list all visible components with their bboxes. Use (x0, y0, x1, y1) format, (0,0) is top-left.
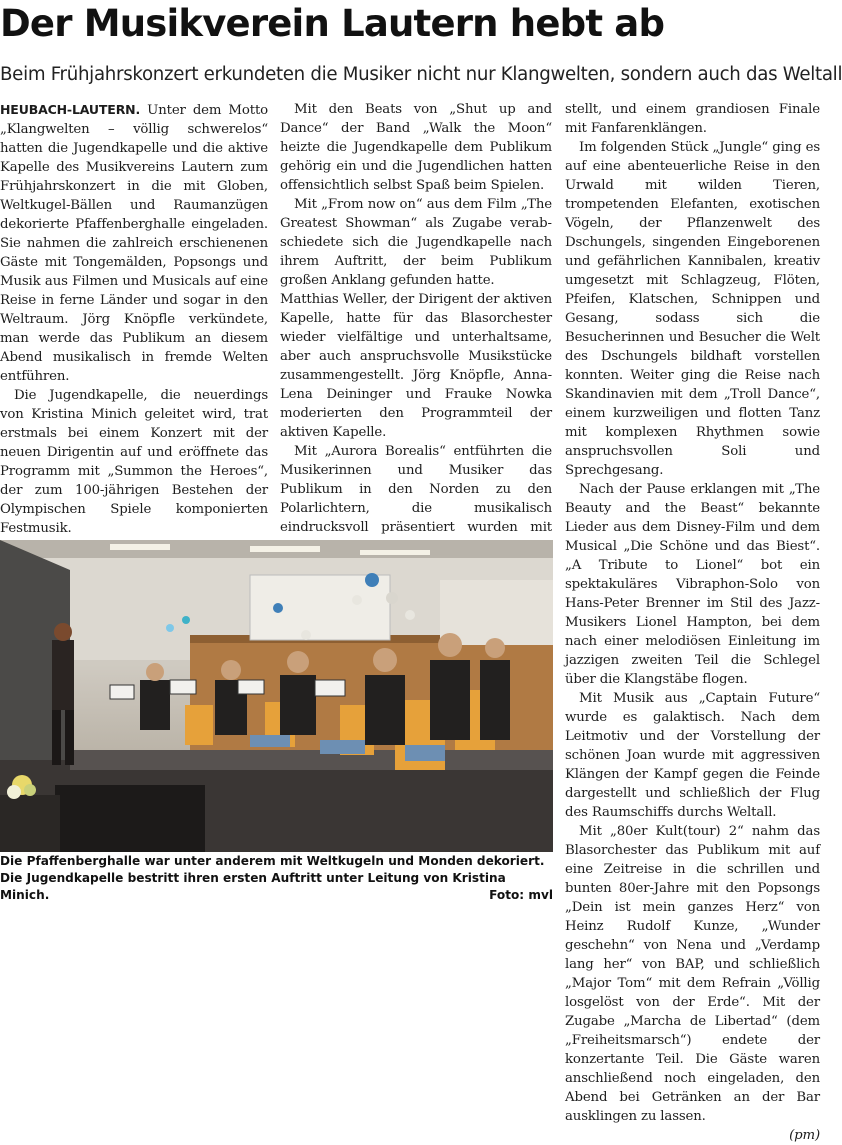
article-headline: Der Musikverein Lautern hebt ab (0, 2, 665, 45)
concert-photo-illustration (0, 540, 553, 852)
paragraph: Im folgenden Stück „Jungle“ ging es auf eine abenteuerliche Reise in den Urwald mit wilden Tieren, trompetenden Elefanten, exotischen Vögeln, der Pflanzenwelt des Dschungels, singenden Eingeborenen und gefährlichen Kannibalen, kreativ umgesetzt mit Schlagzeug, Flöten, Pfeifen, Klatschen, Schnippen und Gesang, sodass sich die Besucherinnen und Besucher die Welt des Dschungels bildhaft vorstellen konnten. Weiter ging die Reise nach Skandinavien mit dem „Troll Dance“, einem kurzweiligen und flotten Tanz mit komplexen Rhythmen sowie anspruchsvollen Soli und Sprechgesang. (565, 140, 820, 478)
paragraph: Mit „Aurora Borealis“ entführten die Musikerinnen und Musiker das Publikum in den Norden zu den Polarlichtern, die musikalisch eindrucksvoll präsentiert wurden mit (280, 444, 552, 535)
photo-credit: Foto: mvl (489, 888, 553, 902)
paragraph: Mit Musik aus „Captain Future“ wurde es galaktisch. Nach dem Leitmotiv und der Vorstellung der schönen Joan wurde mit aggressiven Klängen der Kampf gegen die Feinde dargestellt und schließlich der Flug des Raumschiffs durchs Weltall. (565, 691, 820, 820)
paragraph: Mit „From now on“ aus dem Film „The Greatest Showman“ als Zugabe verabschiedete sich die Jugendkapelle nach ihrem Auftritt, der beim Publikum großen Anklang gefunden hatte. (280, 197, 552, 288)
article-column-3 (565, 100, 820, 1145)
article-subheadline: Beim Frühjahrskonzert erkundeten die Musiker nicht nur Klangwelten, sondern auch das Weltall (0, 64, 842, 85)
dateline: HEUBACH-LAUTERN. (0, 102, 141, 117)
paragraph: Matthias Weller, der Dirigent der aktiven Kapelle, hatte für das Blasorchester wieder vielfältige und unterhaltsame, aber auch anspruchsvolle Musikstücke zusammengestellt. Jörg Knöpfle, Anna-Lena Deininger und Frauke Nowka moderierten den Programmteil der aktiven Kapelle. (280, 292, 552, 440)
paragraph (0, 100, 268, 386)
paragraph: Mit den Beats von „Shut up and Dance“ der Band „Walk the Moon“ heizte die Jugendkapelle dem Publikum gehörig ein und die Jugendlichen hatten offensichtlich selbst Spaß beim Spielen. (280, 102, 552, 193)
paragraph: Mit „80er Kult(tour) 2“ nahm das Blasorchester das Publikum mit auf eine Zeitreise in die schrillen und bunten 80er-Jahre mit den Popsongs „Dein ist mein ganzes Herz“ von Heinz Rudolf Kunze, „Wunder geschehn“ von Nena und „Verdamp lang her“ von BAP, und schließlich „Major Tom“ mit dem Refrain „Völlig losgelöst von der Erde“. Mit der Zugabe „Marcha de Libertad“ (dem „Freiheitsmarsch“) endete der konzertante Teil. Die Gäste waren anschließend noch eingeladen, den Abend bei Getränken an der Bar ausklingen zu lassen. (565, 824, 820, 1124)
photo-caption-text: Die Pfaffenberghalle war unter anderem mit Weltkugeln und Monden dekoriert. Die Jugendkapelle bestritt ihren ersten Auftritt unter Leitung von Kristina Minich. (0, 854, 545, 902)
author-tag: (pm) (789, 1128, 820, 1143)
concert-photo (0, 540, 553, 852)
article-column-1 (0, 100, 268, 614)
photo-caption (0, 853, 553, 904)
paragraph: Nach der Pause erklangen mit „The Beauty and the Beast“ bekannte Lieder aus dem Disney-Film und dem Musical „Die Schöne und das Biest“. „A Tribute to Lionel“ bot ein spektakuläres Vibraphon-Solo von Hans-Peter Brenner im Stil des Jazz-Musikers Lionel Hampton, bei dem nach einer melodiösen Einleitung im jazzigen zweiten Teil die Schlegel über die Klangstäbe flogen. (565, 482, 820, 687)
paragraph: Die Jugendkapelle, die neuerdings von Kristina Minich geleitet wird, trat erstmals bei einem Konzert mit der neuen Dirigentin auf und eröffnete das Programm mit „Summon the Heroes“, der zum 100-jährigen Bestehen der Olympischen Spiele komponierten Festmusik. (0, 388, 268, 536)
paragraph: stellt, und einem grandiosen Finale mit Fanfarenklängen. (565, 102, 820, 136)
paragraph-text: Unter dem Motto „Klangwelten – völlig schwerelos“ hatten die Jugendkapelle und die aktive Kapelle des Musikvereins Lautern zum Frühjahrskonzert in die mit Globen, Weltkugel-Bällen und Raumanzügen dekorierte Pfaffenberghalle eingeladen. Sie nahmen die zahlreich erschienenen Gäste mit Tongemälden, Popsongs und Musik aus Filmen und Musicals auf eine Reise in ferne Länder und sogar in den Weltraum. Jörg Knöpfle verkündete, man werde das Publikum an diesem Abend musikalisch in fremde Welten entführen. (0, 103, 268, 384)
